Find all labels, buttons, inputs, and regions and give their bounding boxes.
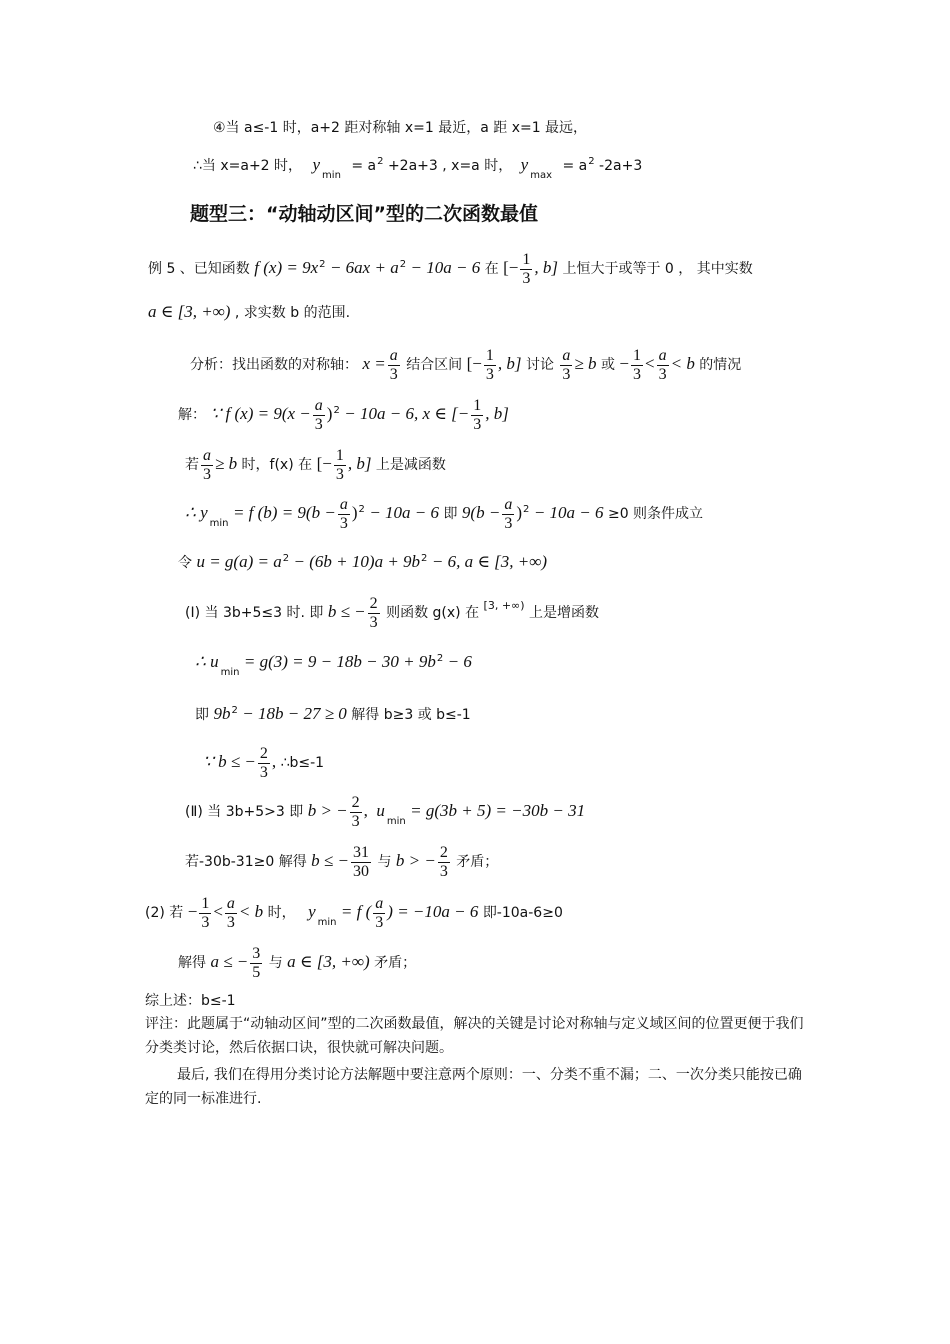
text: 与 xyxy=(377,854,392,870)
fraction: $\frac{2}{3}$ xyxy=(369,594,378,631)
ymin-line xyxy=(185,494,703,535)
paren: ) xyxy=(516,503,522,522)
math: ∴ u xyxy=(195,652,219,671)
lt: < xyxy=(645,354,655,373)
math: − (6b + 10)a + 9b xyxy=(293,552,421,571)
max-subscript: max xyxy=(530,170,552,181)
ineq: < b xyxy=(238,902,264,921)
math: b ≤ − xyxy=(327,602,366,621)
min-subscript: min xyxy=(386,816,406,827)
axis-eq: x = xyxy=(362,354,386,373)
final-paragraph: 最后, 我们在得用分类讨论方法解题中要注意两个原则：一、分类不重不漏；二、一次分类只能按已确定的同一标准进行. xyxy=(145,1067,802,1107)
math: − 6, a ∈ [3, +∞) xyxy=(431,552,548,571)
exponent: 2 xyxy=(436,653,444,664)
case-ii-line xyxy=(185,792,585,833)
text: 即 xyxy=(443,506,458,522)
text: 在 xyxy=(484,261,499,277)
text: 的情况 xyxy=(699,357,742,373)
text: 或 xyxy=(600,357,615,373)
interval-box: [3, +∞) xyxy=(483,599,525,612)
contradiction-2-line xyxy=(178,943,416,982)
paren: ) xyxy=(351,503,358,522)
quadratic-line xyxy=(195,704,471,727)
comma: , xyxy=(271,752,277,771)
interval-open: [− xyxy=(316,454,332,473)
text: 则函数 g(x) 在 xyxy=(386,605,480,621)
because-line xyxy=(203,743,324,782)
fraction: $\frac{31}{30}$ xyxy=(352,843,369,880)
fraction: $\frac{a}{3}$ xyxy=(226,894,235,931)
text: (Ⅱ) 当 3b+5>3 即 xyxy=(185,804,304,820)
comma: , xyxy=(363,801,368,820)
text: 若-30b-31≥0 解得 xyxy=(185,854,307,870)
text: (Ⅰ) 当 3b+5≤3 时. 即 xyxy=(185,605,324,621)
math: ∵ f (x) = 9(x − xyxy=(210,404,311,423)
exponent: 2 xyxy=(588,156,595,167)
u-var: u xyxy=(376,801,385,820)
exponent: 2 xyxy=(377,156,384,167)
math: − 10a − 6, x ∈ [− xyxy=(344,404,470,423)
neg: − xyxy=(619,354,630,373)
text: ∴b≤-1 xyxy=(280,755,325,771)
text: (2) 若 xyxy=(145,905,184,921)
math: b > − xyxy=(395,851,436,870)
analysis-label: 分析：找出函数的对称轴： xyxy=(190,357,358,373)
fraction: $\frac{a}{3}$ xyxy=(658,346,667,383)
exponent: 2 xyxy=(282,553,290,564)
text: ≥0 则条件成立 xyxy=(607,506,704,522)
equals-a: = a xyxy=(562,158,588,174)
fraction: $\frac{a}{3}$ xyxy=(562,346,571,383)
text: 即-10a-6≥0 xyxy=(482,905,563,921)
exponent: 2 xyxy=(319,259,326,270)
text: 解得 b≥3 或 b≤-1 xyxy=(351,707,471,723)
a-range: a ∈ [3, +∞) xyxy=(148,302,231,321)
math: a ≤ − xyxy=(210,952,249,971)
fraction: $\frac{1}{3}$ xyxy=(335,446,344,483)
fraction: $\frac{2}{3}$ xyxy=(351,793,360,830)
text: 矛盾； xyxy=(456,854,499,870)
y-var: y xyxy=(520,155,529,174)
fraction: $\frac{1}{3}$ xyxy=(522,250,531,287)
math: − 18b − 27 ≥ 0 xyxy=(242,704,347,723)
fraction: $\frac{1}{3}$ xyxy=(473,396,482,433)
case-4-result-line xyxy=(193,155,643,181)
case-1-line xyxy=(185,445,446,484)
fraction: $\frac{a}{3}$ xyxy=(339,495,348,532)
lt: < xyxy=(213,902,223,921)
text: 若 xyxy=(185,457,199,473)
case-4-line xyxy=(213,118,587,138)
fraction: $\frac{a}{3}$ xyxy=(375,894,384,931)
exponent: 2 xyxy=(421,553,428,564)
section-heading: 题型三：“动轴动区间”型的二次函数最值 xyxy=(190,203,538,225)
math: a ∈ [3, +∞) xyxy=(287,952,370,971)
text: 讨论 xyxy=(525,357,554,373)
exponent: 2 xyxy=(522,504,530,515)
exponent: 2 xyxy=(399,259,407,270)
equals-a: = a xyxy=(351,158,377,174)
case-i-line xyxy=(185,593,599,633)
text: 上恒大于或等于 0 ， 其中实数 xyxy=(562,261,753,277)
solution-label: 解： xyxy=(178,407,206,423)
interval-close: , b] xyxy=(497,354,522,373)
interval-close: , b] xyxy=(485,404,509,423)
text: 时，f(x) 在 xyxy=(241,457,313,473)
fraction: $\frac{a}{3}$ xyxy=(314,396,323,433)
text: 结合区间 xyxy=(406,357,463,373)
fraction: $\frac{1}{3}$ xyxy=(633,346,642,383)
text: 矛盾； xyxy=(374,955,417,971)
text: 上是减函数 xyxy=(375,457,446,473)
text: , 求实数 b 的范围. xyxy=(234,305,351,321)
ineq: ≥ b xyxy=(574,354,597,373)
interval-open: [− xyxy=(503,258,519,277)
function-def-2: − 6ax + a xyxy=(329,258,399,277)
interval-close: , b] xyxy=(347,454,372,473)
result-text: ∴当 x=a+2 时， xyxy=(193,158,303,174)
text: 时， xyxy=(267,905,296,921)
part-2-line xyxy=(145,893,563,934)
exponent: 2 xyxy=(333,405,340,416)
solution-line xyxy=(178,395,509,436)
text: 与 xyxy=(268,955,283,971)
example-label: 例 5 、已知函数 xyxy=(148,261,250,277)
contradiction-1-line xyxy=(185,842,498,881)
fraction: $\frac{2}{3}$ xyxy=(439,843,448,880)
example-5-line-2 xyxy=(148,302,350,323)
neg: − xyxy=(187,902,198,921)
let-line xyxy=(178,552,547,575)
math: 9(b − xyxy=(461,503,501,522)
summary-line: 综上述：b≤-1 xyxy=(145,993,236,1009)
exponent: 2 xyxy=(358,504,365,515)
function-def: f (x) = 9x xyxy=(254,258,319,277)
math: 9b xyxy=(213,704,231,723)
y-var: y xyxy=(308,902,316,921)
case-4-text: ④当 a≤-1 时，a+2 距对称轴 x=1 最近，a 距 x=1 最远， xyxy=(213,120,588,136)
y-var: y xyxy=(312,155,321,174)
function-def-3: − 10a − 6 xyxy=(410,258,481,277)
math: − 10a − 6 xyxy=(369,503,440,522)
analysis-line xyxy=(190,345,741,384)
result-text-3: -2a+3 xyxy=(599,158,643,174)
fraction: $\frac{1}{3}$ xyxy=(201,894,210,931)
paren: ) xyxy=(326,404,333,423)
min-subscript: min xyxy=(220,667,240,678)
interval-open: [− xyxy=(466,354,482,373)
text: 令 xyxy=(178,555,192,571)
math: ) = −10a − 6 xyxy=(387,902,479,921)
math: = f (b) = 9(b − xyxy=(232,503,336,522)
min-subscript: min xyxy=(322,170,341,181)
fraction: $\frac{a}{3}$ xyxy=(203,446,211,483)
math: u = g(a) = a xyxy=(196,552,282,571)
result-text-2: +2a+3 , x=a 时， xyxy=(387,158,513,174)
ineq: < b xyxy=(670,354,695,373)
math: = f ( xyxy=(340,902,372,921)
text: 上是增函数 xyxy=(528,605,599,621)
umin-line xyxy=(195,652,472,678)
math: b > − xyxy=(307,801,348,820)
fraction: $\frac{1}{3}$ xyxy=(485,346,494,383)
math: = g(3b + 5) = −30b − 31 xyxy=(410,801,586,820)
interval-close: , b] xyxy=(534,258,559,277)
math: b ≤ − xyxy=(311,851,349,870)
exponent: 2 xyxy=(231,705,238,716)
math: − 6 xyxy=(447,652,472,671)
ineq: ≥ b xyxy=(215,454,238,473)
text: 解得 xyxy=(178,955,206,971)
min-subscript: min xyxy=(317,917,337,928)
example-5-line xyxy=(148,250,753,289)
comment-paragraph: 评注：此题属于“动轴动区间”型的二次函数最值，解决的关键是讨论对称轴与定义域区间的位置更便于我们分类类讨论，然后依据口诀，很快就可解决问题。 xyxy=(145,1016,804,1056)
fraction: $\frac{a}{3}$ xyxy=(504,495,513,532)
math: − 10a − 6 xyxy=(533,503,604,522)
math: ∵ b ≤ − xyxy=(203,752,256,771)
fraction: $\frac{3}{5}$ xyxy=(252,944,261,981)
math: = g(3) = 9 − 18b − 30 + 9b xyxy=(243,652,436,671)
min-subscript: min xyxy=(209,518,229,529)
text: 即 xyxy=(195,707,209,723)
fraction: $\frac{2}{3}$ xyxy=(259,744,268,781)
fraction: $\frac{a}{3}$ xyxy=(389,346,398,383)
math: ∴ y xyxy=(185,503,208,522)
